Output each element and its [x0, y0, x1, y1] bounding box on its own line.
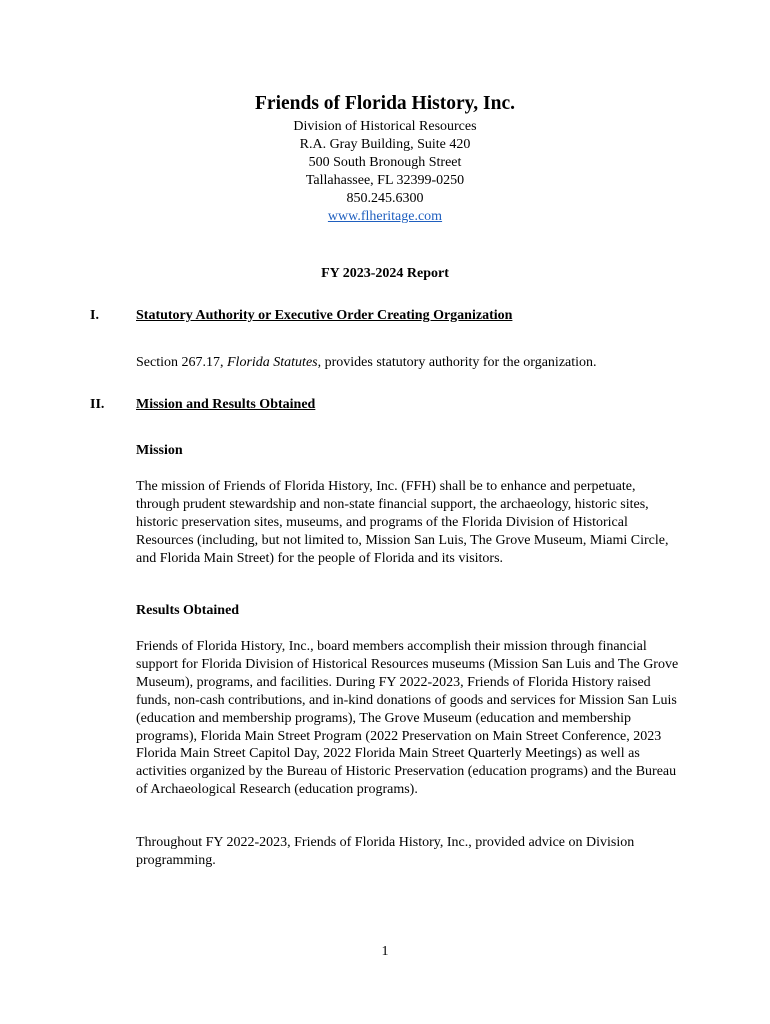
address-line-division: Division of Historical Resources: [293, 119, 477, 134]
section-1-body: [136, 354, 681, 372]
phone-number: 850.245.6300: [346, 191, 424, 206]
website-link[interactable]: www.flheritage.com: [327, 209, 443, 224]
section-2-number: II.: [90, 397, 105, 412]
results-heading: Results Obtained: [136, 603, 240, 618]
section-1-number: I.: [90, 308, 99, 323]
section-1-body-italic: Florida Statutes: [227, 355, 318, 370]
address-line-building: R.A. Gray Building, Suite 420: [299, 137, 471, 152]
mission-heading: Mission: [136, 443, 183, 458]
section-1-body-prefix: Section 267.17,: [136, 355, 227, 370]
address-line-city: Tallahassee, FL 32399-0250: [305, 173, 465, 188]
page-number: 1: [381, 944, 389, 959]
mission-paragraph: The mission of Friends of Florida History, Inc. (FFH) shall be to enhance and perpetuate, through prudent stewardship and non-state financial support, the archaeology, historic sites, historic preservation sites, museums, and programs of the Florida Division of Historical Resources (including, but not limited to, Mission San Luis, The Grove Museum, Miami Circle, and Florida Main Street) for the people of Florida and its visitors.: [136, 479, 669, 566]
website-line: [0, 208, 770, 226]
advice-paragraph: Throughout FY 2022-2023, Friends of Florida History, Inc., provided advice on Division programming.: [136, 835, 635, 868]
results-paragraph: Friends of Florida History, Inc., board members accomplish their mission through financial support for Florida Division of Historical Resources museums (Mission San Luis and The Grove Museum), programs, and facilities. During FY 2022-2023, Friends of Florida History raised funds, non-cash contributions, and in-kind donations of goods and services for Mission San Luis (education and membership programs), The Grove Museum (education and membership programs), Florida Main Street Program (2022 Preservation on Main Street Conference, 2023 Florida Main Street Capitol Day, 2022 Florida Main Street Quarterly Meetings) as well as activities organized by the Bureau of Historic Preservation (education programs) and the Bureau of Archaeological Research (education programs).: [136, 639, 679, 798]
section-1-heading: Statutory Authority or Executive Order Creating Organization: [136, 308, 513, 323]
section-2-heading: Mission and Results Obtained: [136, 397, 316, 412]
section-1-body-suffix: , provides statutory authority for the organization.: [317, 355, 597, 370]
organization-title: Friends of Florida History, Inc.: [255, 93, 515, 114]
address-line-street: 500 South Bronough Street: [308, 155, 462, 170]
report-title: FY 2023-2024 Report: [321, 266, 449, 281]
